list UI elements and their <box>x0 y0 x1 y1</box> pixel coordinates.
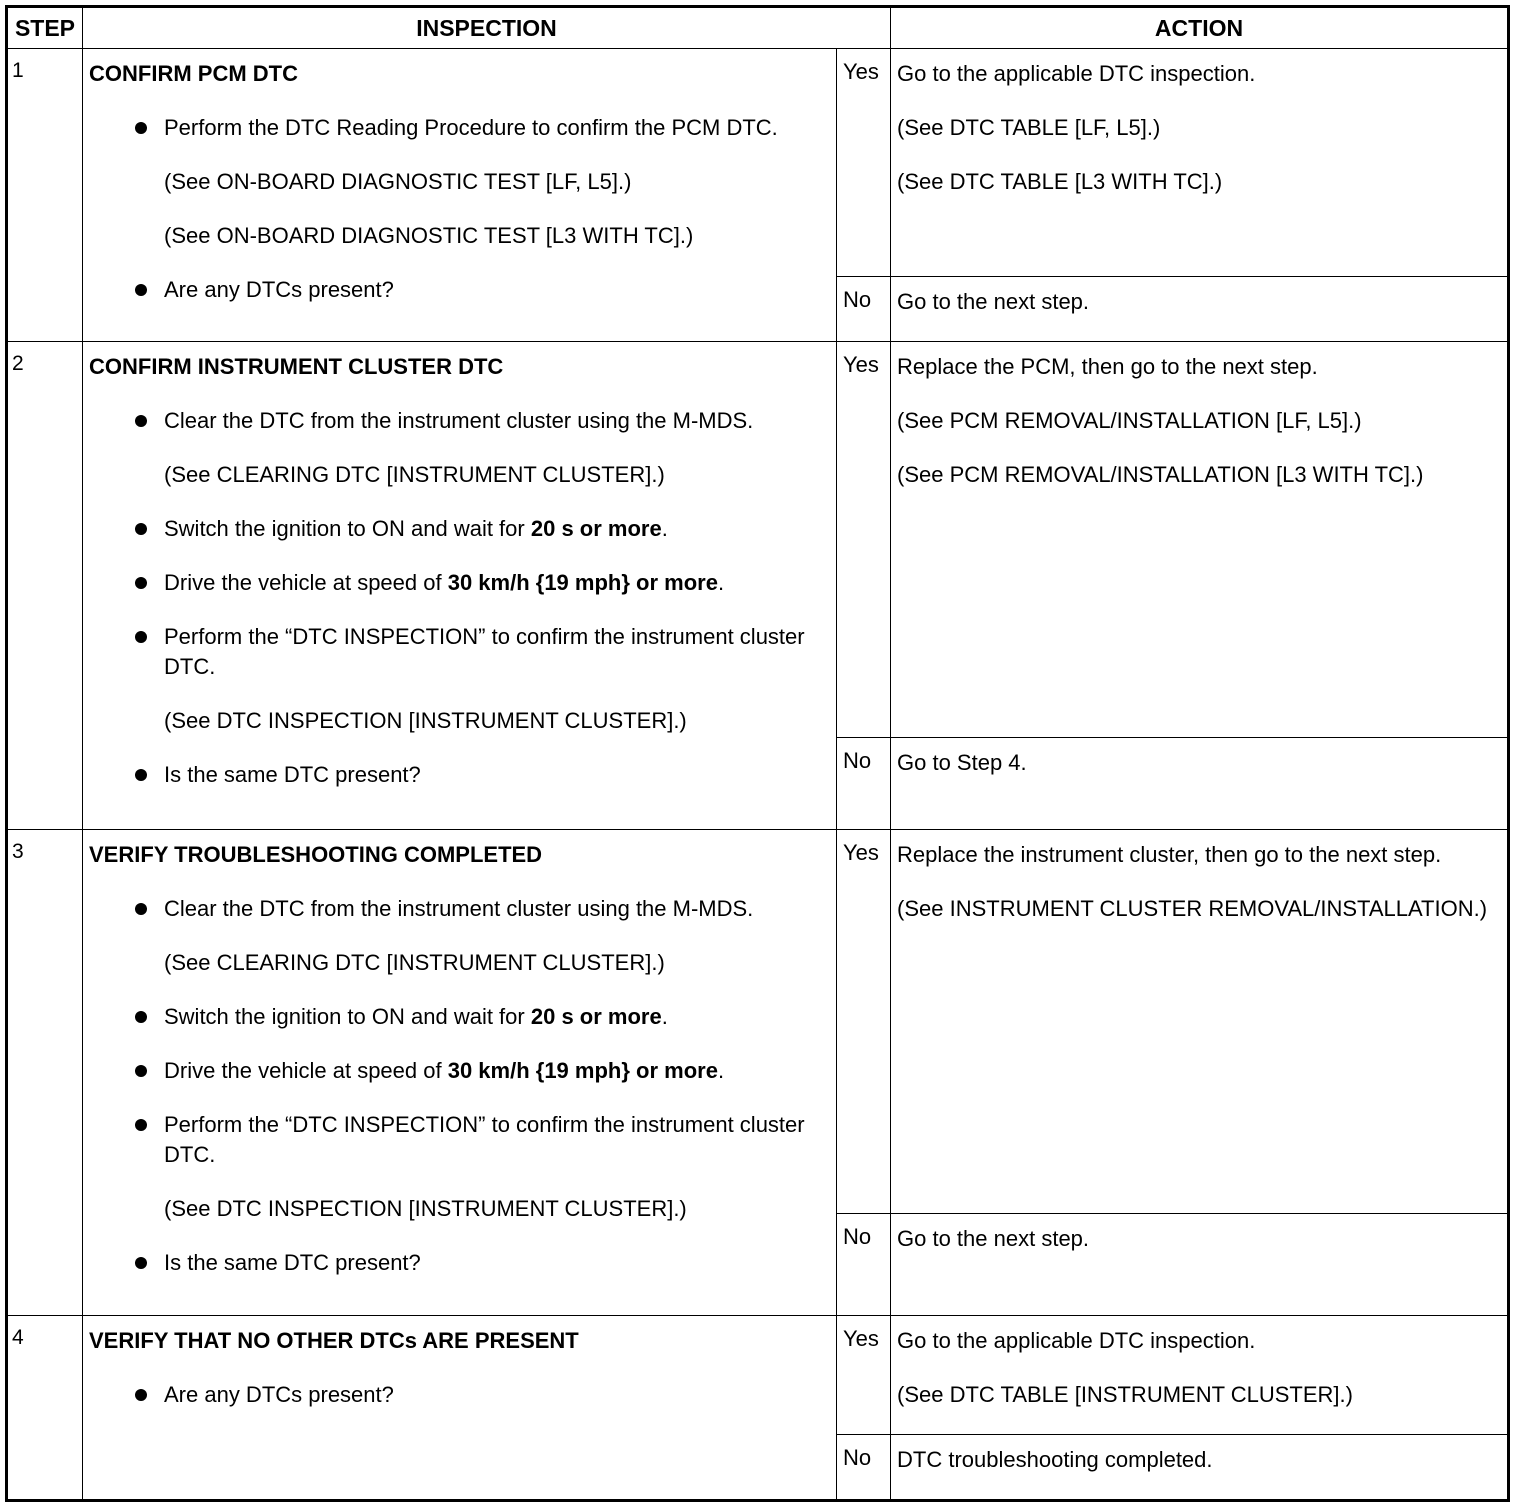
action-text: DTC troubleshooting completed. <box>897 1447 1213 1472</box>
step-row-yes <box>7 830 1509 1214</box>
inspection-cell <box>83 342 837 830</box>
bullet-dot-icon <box>135 1119 147 1131</box>
step-row-yes <box>7 1316 1509 1435</box>
action-text: Go to the next step. <box>897 1226 1090 1251</box>
bullet-dot-icon <box>135 631 147 643</box>
reference-note: (See CLEARING DTC [INSTRUMENT CLUSTER].) <box>164 950 665 975</box>
yes-action <box>891 830 1509 1214</box>
yes-action <box>891 1316 1509 1435</box>
bullet-text: Is the same DTC present? <box>164 762 421 787</box>
step-number: 2 <box>7 342 83 830</box>
bullet-dot-icon <box>135 523 147 535</box>
inspection-cell <box>83 1316 837 1501</box>
no-label: No <box>837 277 891 342</box>
bullet-text: Perform the “DTC INSPECTION” to confirm the instrument cluster DTC. <box>164 1112 805 1167</box>
action-text: (See DTC TABLE [L3 WITH TC].) <box>897 169 1223 194</box>
no-action <box>891 277 1509 342</box>
yes-label: Yes <box>837 49 891 277</box>
bullet-bold-text: 30 km/h {19 mph} or more <box>447 570 718 595</box>
action-text: (See DTC TABLE [LF, L5].) <box>897 115 1161 140</box>
bullet-dot-icon <box>135 577 147 589</box>
reference-note: (See DTC INSPECTION [INSTRUMENT CLUSTER].) <box>164 708 687 733</box>
header-step: STEP <box>7 7 83 49</box>
bullet-bold-text: 30 km/h {19 mph} or more <box>447 1058 718 1083</box>
bullet-item <box>89 894 830 924</box>
steps-body <box>7 49 1509 1501</box>
reference-note: (See DTC INSPECTION [INSTRUMENT CLUSTER].) <box>164 1196 687 1221</box>
step-number: 3 <box>7 830 83 1316</box>
bullet-bold-text: 20 s or more <box>530 516 662 541</box>
action-text: (See INSTRUMENT CLUSTER REMOVAL/INSTALLATION.) <box>897 896 1488 921</box>
no-label: No <box>837 1435 891 1501</box>
step-title: VERIFY THAT NO OTHER DTCs ARE PRESENT <box>89 1328 579 1353</box>
bullet-text: Switch the ignition to ON and wait for <box>164 1004 531 1029</box>
bullet-item <box>89 275 830 305</box>
yes-label: Yes <box>837 342 891 738</box>
no-label: No <box>837 1214 891 1316</box>
bullet-text: Is the same DTC present? <box>164 1250 421 1275</box>
bullet-item <box>89 622 830 682</box>
step-title: CONFIRM INSTRUMENT CLUSTER DTC <box>89 354 504 379</box>
bullet-tail-text: . <box>717 570 725 595</box>
bullet-item <box>89 1110 830 1170</box>
bullet-item <box>89 1380 830 1410</box>
step-number: 1 <box>7 49 83 342</box>
bullet-tail-text: . <box>717 1058 725 1083</box>
header-action: ACTION <box>891 7 1509 49</box>
bullet-item <box>89 568 830 598</box>
action-text: (See PCM REMOVAL/INSTALLATION [LF, L5].) <box>897 408 1362 433</box>
action-text: Go to Step 4. <box>897 750 1027 775</box>
bullet-item <box>89 1002 830 1032</box>
step-title: CONFIRM PCM DTC <box>89 61 298 86</box>
bullet-tail-text: . <box>661 1004 668 1029</box>
yes-action <box>891 342 1509 738</box>
reference-note: (See ON-BOARD DIAGNOSTIC TEST [L3 WITH TC].) <box>164 223 694 248</box>
bullet-item <box>89 1056 830 1086</box>
bullet-dot-icon <box>135 284 147 296</box>
reference-note: (See ON-BOARD DIAGNOSTIC TEST [LF, L5].) <box>164 169 632 194</box>
bullet-text: Drive the vehicle at speed of <box>164 570 448 595</box>
inspection-cell <box>83 49 837 342</box>
yes-label: Yes <box>837 830 891 1214</box>
bullet-text: Are any DTCs present? <box>164 277 394 302</box>
no-action <box>891 1214 1509 1316</box>
bullet-dot-icon <box>135 903 147 915</box>
bullet-text: Clear the DTC from the instrument cluster using the M-MDS. <box>164 896 754 921</box>
step-row-yes <box>7 342 1509 738</box>
action-text: Go to the applicable DTC inspection. <box>897 1328 1256 1353</box>
no-label: No <box>837 738 891 830</box>
reference-note: (See CLEARING DTC [INSTRUMENT CLUSTER].) <box>164 462 665 487</box>
action-text: (See DTC TABLE [INSTRUMENT CLUSTER].) <box>897 1382 1353 1407</box>
bullet-item <box>89 406 830 436</box>
no-action <box>891 1435 1509 1501</box>
bullet-dot-icon <box>135 1065 147 1077</box>
bullet-dot-icon <box>135 1257 147 1269</box>
header-row <box>7 7 1509 49</box>
action-text: Replace the instrument cluster, then go to the next step. <box>897 842 1442 867</box>
bullet-item <box>89 514 830 544</box>
bullet-item <box>89 113 830 143</box>
bullet-dot-icon <box>135 1011 147 1023</box>
inspection-cell <box>83 830 837 1316</box>
bullet-dot-icon <box>135 122 147 134</box>
troubleshooting-table <box>5 5 1510 1502</box>
step-number: 4 <box>7 1316 83 1501</box>
action-text: Go to the applicable DTC inspection. <box>897 61 1256 86</box>
no-action <box>891 738 1509 830</box>
bullet-bold-text: 20 s or more <box>530 1004 662 1029</box>
action-text: Go to the next step. <box>897 289 1090 314</box>
bullet-tail-text: . <box>661 516 668 541</box>
bullet-item <box>89 760 830 790</box>
step-row-yes <box>7 49 1509 277</box>
step-title: VERIFY TROUBLESHOOTING COMPLETED <box>89 842 543 867</box>
yes-label: Yes <box>837 1316 891 1435</box>
bullet-text: Drive the vehicle at speed of <box>164 1058 448 1083</box>
bullet-text: Clear the DTC from the instrument cluster using the M-MDS. <box>164 408 754 433</box>
bullet-text: Perform the “DTC INSPECTION” to confirm the instrument cluster DTC. <box>164 624 805 679</box>
bullet-text: Are any DTCs present? <box>164 1382 394 1407</box>
bullet-dot-icon <box>135 415 147 427</box>
action-text: (See PCM REMOVAL/INSTALLATION [L3 WITH TC].) <box>897 462 1424 487</box>
bullet-dot-icon <box>135 769 147 781</box>
yes-action <box>891 49 1509 277</box>
bullet-item <box>89 1248 830 1278</box>
bullet-text: Perform the DTC Reading Procedure to confirm the PCM DTC. <box>164 115 778 140</box>
header-inspection: INSPECTION <box>83 7 891 49</box>
action-text: Replace the PCM, then go to the next step. <box>897 354 1318 379</box>
bullet-dot-icon <box>135 1389 147 1401</box>
bullet-text: Switch the ignition to ON and wait for <box>164 516 531 541</box>
